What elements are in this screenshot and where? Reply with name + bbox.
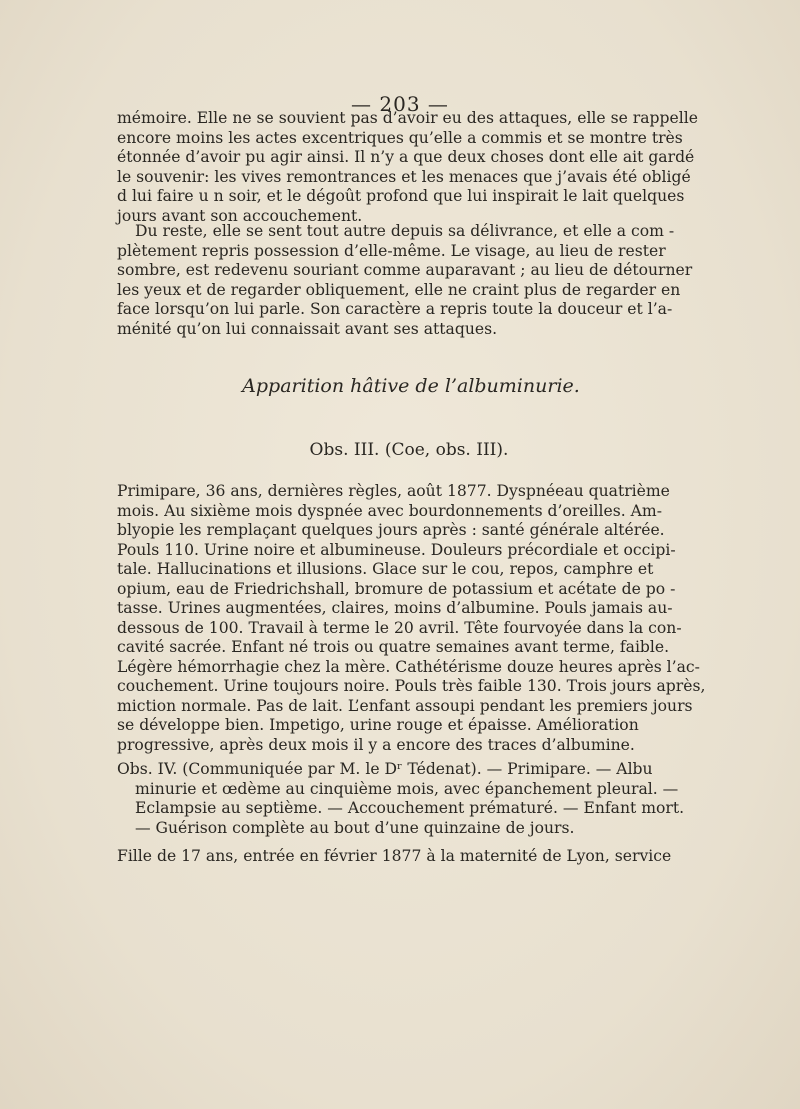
section-heading-text: Apparition hâtive de l’albuminurie. bbox=[242, 375, 580, 397]
text-line: cavité sacrée. Enfant né trois ou quatre semaines avant terme, faible. bbox=[117, 638, 670, 656]
paragraph-4 bbox=[117, 760, 685, 838]
text-line: face lorsqu’on lui parle. Son caractère a repris toute la douceur et l’a- bbox=[117, 300, 673, 318]
text-line: Eclampsie au septième. — Accouchement prématuré. — Enfant mort. bbox=[135, 799, 685, 817]
text-line: miction normale. Pas de lait. L’enfant assoupi pendant les premiers jours bbox=[117, 696, 693, 715]
observation-heading-text: Obs. III. (Coe, obs. III). bbox=[309, 440, 509, 460]
text-line: le souvenir: les vives remontrances et les menaces que j’avais été obligé bbox=[117, 167, 691, 186]
text-line: mémoire. Elle ne se souvient pas d’avoir eu des attaques, elle se rappelle bbox=[117, 109, 698, 127]
text-line: opium, eau de Friedrichshall, bromure de potassium et acétate de po - bbox=[117, 579, 676, 598]
text-line: Du reste, elle se sent tout autre depuis sa délivrance, et elle a com - bbox=[135, 222, 675, 240]
text-line: dessous de 100. Travail à terme le 20 avril. Tête fourvoyée dans la con- bbox=[117, 618, 682, 637]
text-line: Primipare, 36 ans, dernières règles, août 1877. Dyspnéeau quatrième bbox=[117, 482, 670, 500]
text-line: minurie et œdème au cinquième mois, avec épanchement pleural. — bbox=[135, 779, 679, 798]
observation-heading bbox=[0, 440, 800, 460]
text-line: blyopie les remplaçant quelques jours après : santé générale altérée. bbox=[117, 521, 665, 539]
text-line: progressive, après deux mois il y a encore des traces d’albumine. bbox=[117, 735, 635, 754]
paragraph-1 bbox=[117, 109, 698, 226]
text-line: mois. Au sixième mois dyspnée avec bourdonnements d’oreilles. Am- bbox=[117, 501, 662, 520]
paragraph-2 bbox=[117, 222, 693, 339]
section-heading bbox=[0, 375, 800, 397]
text-line: les yeux et de regarder obliquement, elle ne craint plus de regarder en bbox=[117, 280, 681, 299]
text-line: Légère hémorrhagie chez la mère. Cathétérisme douze heures après l’ac- bbox=[117, 657, 700, 676]
text-line: — Guérison complète au bout d’une quinzaine de jours. bbox=[135, 818, 575, 837]
text-line: sombre, est redevenu souriant comme auparavant ; au lieu de détourner bbox=[117, 261, 693, 279]
paragraph-5 bbox=[117, 847, 672, 867]
text-line: jours avant son accouchement. bbox=[117, 206, 363, 225]
text-line: Obs. IV. (Communiquée par M. le Dʳ Tédenat). — Primipare. — Albu bbox=[117, 760, 653, 778]
text-line: couchement. Urine toujours noire. Pouls très faible 130. Trois jours après, bbox=[117, 677, 706, 695]
text-line: plètement repris possession d’elle-même. Le visage, au lieu de rester bbox=[117, 241, 666, 260]
text-line: étonnée d’avoir pu agir ainsi. Il n’y a que deux choses dont elle ait gardé bbox=[117, 148, 695, 166]
text-line: tale. Hallucinations et illusions. Glace sur le cou, repos, camphre et bbox=[117, 560, 654, 578]
text-line: d lui faire u n soir, et le dégoût profond que lui inspirait le lait quelques bbox=[117, 187, 685, 205]
text-line: Pouls 110. Urine noire et albumineuse. Douleurs précordiale et occipi- bbox=[117, 540, 676, 559]
text-line: ménité qu’on lui connaissait avant ses attaques. bbox=[117, 319, 498, 338]
text-line: tasse. Urines augmentées, claires, moins d’albumine. Pouls jamais au- bbox=[117, 599, 673, 617]
page-number: — 203 — bbox=[351, 92, 449, 116]
paragraph-3 bbox=[117, 482, 706, 755]
text-line: se développe bien. Impetigo, urine rouge et épaisse. Amélioration bbox=[117, 716, 639, 734]
text-line: Fille de 17 ans, entrée en février 1877 à la maternité de Lyon, service bbox=[117, 847, 672, 865]
text-line: encore moins les actes excentriques qu’elle a commis et se montre très bbox=[117, 128, 683, 147]
